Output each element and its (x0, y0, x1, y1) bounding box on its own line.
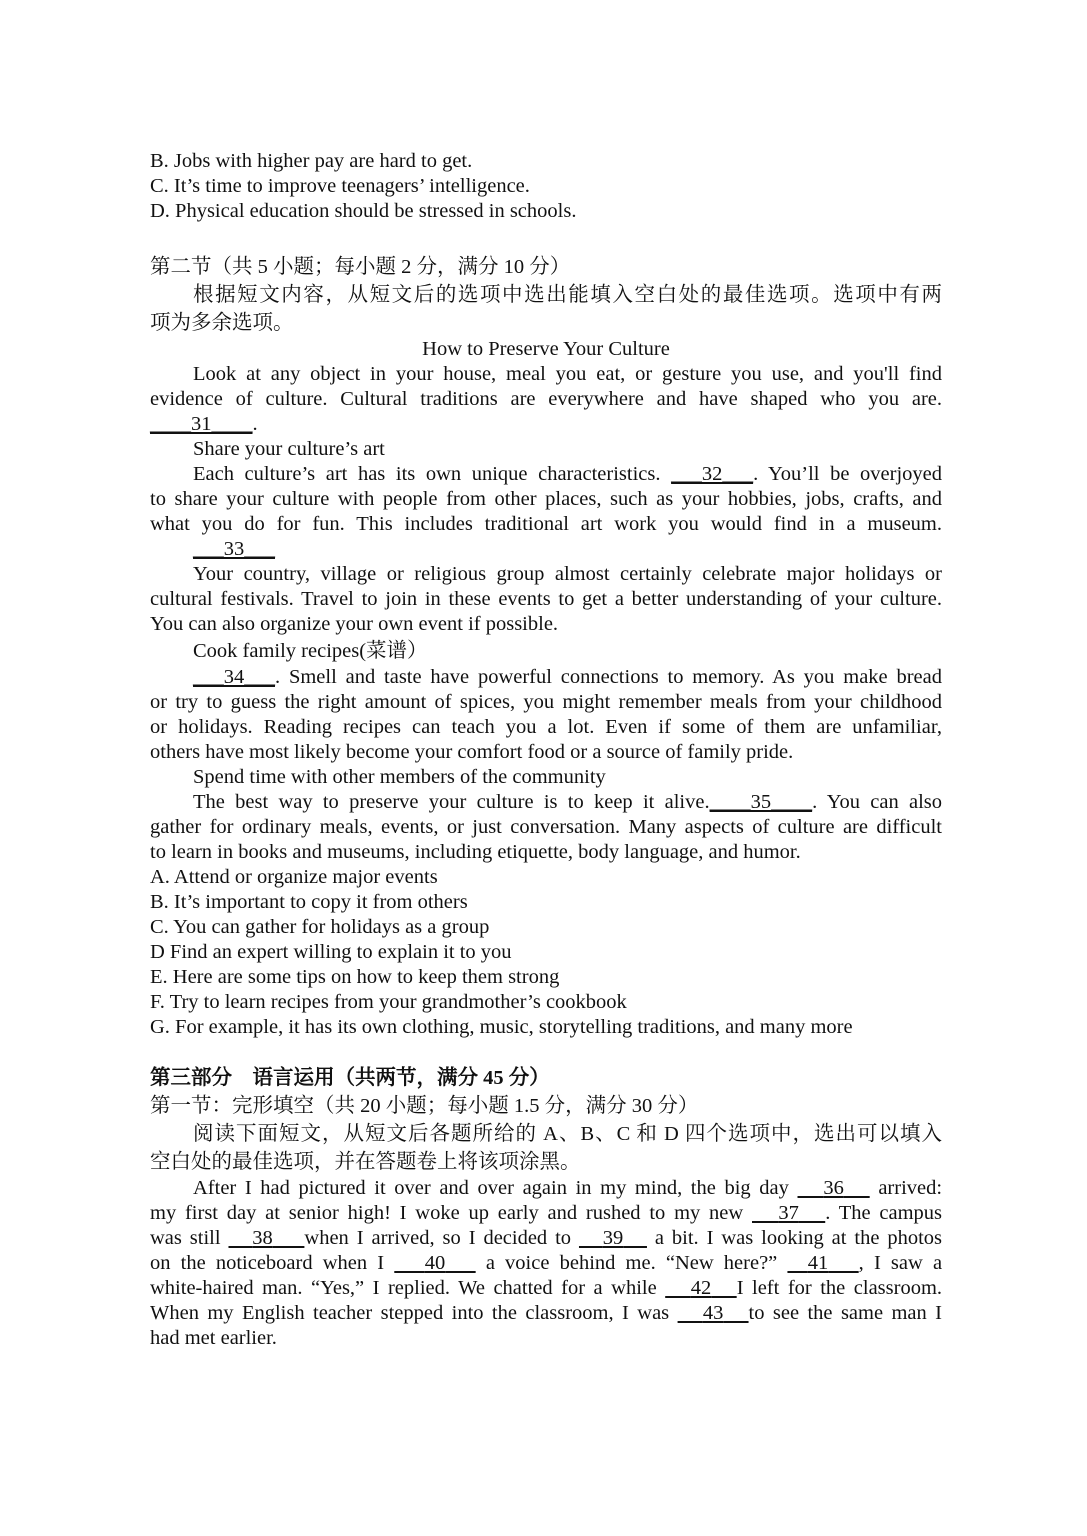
para1-line2: evidence of culture. Cultural traditions are everywhere and have shaped who you are. (150, 388, 942, 410)
subheading-share-art: Share your culture’s art (193, 438, 385, 460)
part3-instruction-line2: 空白处的最佳选项，并在答题卷上将该项涂黑。 (150, 1151, 581, 1173)
para5-line3: to learn in books and museums, including etiquette, body language, and humor. (150, 841, 801, 863)
blank-31-line: ____31____. (150, 413, 258, 435)
spacer (150, 1040, 942, 1064)
para2-line3: what you do for fun. This includes traditional art work you would find in a museum. (150, 513, 942, 535)
part3-heading: 第三部分 语言运用（共两节，满分 45 分） (150, 1067, 550, 1089)
option-d: D Find an expert willing to explain it to you (150, 941, 512, 963)
para1-line1: Look at any object in your house, meal you eat, or gesture you use, and you'll find (193, 363, 942, 385)
prev-option-b: B. Jobs with higher pay are hard to get. (150, 150, 473, 172)
option-f: F. Try to learn recipes from your grandmother’s cookbook (150, 991, 627, 1013)
passage-title: How to Preserve Your Culture (422, 338, 670, 360)
spacer (150, 224, 942, 253)
blank-38: 38 (252, 1227, 273, 1249)
prev-option-d: D. Physical education should be stressed in schools. (150, 200, 577, 222)
blank-35: ____35____ (709, 791, 813, 813)
option-b: B. It’s important to copy it from others (150, 891, 468, 913)
para2-line1: Each culture’s art has its own unique characteristics. ___32___. You’ll be overjoyed (193, 463, 943, 485)
section2-instruction-line1: 根据短文内容，从短文后的选项中选出能填入空白处的最佳选项。选项中有两 (193, 284, 942, 306)
para4-line3: or holidays. Reading recipes can teach you a lot. Even if some of them are unfamiliar, (150, 716, 942, 738)
blank-37: 37 (778, 1202, 799, 1224)
blank-36: 36 (823, 1177, 844, 1199)
blank-33-line (150, 537, 942, 562)
blank-39: 39 (602, 1227, 624, 1249)
cloze-line3: was still 38 when I arrived, so I decided to 39 a bit. I was looking at the photos (150, 1227, 943, 1249)
blank-31: ____31____ (150, 413, 253, 435)
para3-line3: You can also organize your own event if possible. (150, 613, 559, 635)
blank-43: 43 (702, 1302, 724, 1324)
part3-subheading: 第一节：完形填空（共 20 小题；每小题 1.5 分，满分 30 分） (150, 1095, 699, 1117)
option-e: E. Here are some tips on how to keep them strong (150, 966, 560, 988)
blank-41: 41 (807, 1252, 829, 1274)
cloze-line2: my first day at senior high! I woke up early and rushed to my new 37 . The campus (150, 1202, 943, 1224)
page-content (150, 149, 942, 1351)
subheading-cook-recipes: Cook family recipes(菜谱） (193, 640, 428, 662)
part3-instruction-line1: 阅读下面短文，从短文后各题所给的 A、B、C 和 D 四个选项中，选出可以填入 (193, 1123, 942, 1145)
para3-line1: Your country, village or religious group almost certainly celebrate major holidays or (193, 563, 942, 585)
cloze-line7: had met earlier. (150, 1327, 277, 1349)
blank-33: ___33___ (193, 538, 275, 560)
cloze-line6: When my English teacher stepped into the classroom, I was 43 to see the same man I (150, 1302, 943, 1324)
blank-42: 42 (690, 1277, 712, 1299)
cloze-line1: After I had pictured it over and over again in my mind, the big day 36 arrived: (193, 1177, 943, 1199)
para2-line2: to share your culture with people from other places, such as your hobbies, jobs, crafts, and (150, 488, 942, 510)
prev-option-c: C. It’s time to improve teenagers’ intelligence. (150, 175, 530, 197)
para4-line4: others have most likely become your comfort food or a source of family pride. (150, 741, 794, 763)
blank-32: ___32___ (671, 463, 754, 485)
section2-heading: 第二节（共 5 小题；每小题 2 分，满分 10 分） (150, 256, 571, 278)
para4-line1: ___34___. Smell and taste have powerful connections to memory. As you make bread (193, 666, 942, 688)
para5-line2: gather for ordinary meals, events, or just conversation. Many aspects of culture are difficult (150, 816, 942, 838)
cloze-line5: white-haired man. “Yes,” I replied. We chatted for a while 42 I left for the classroom. (150, 1277, 943, 1299)
para4-line2: or try to guess the right amount of spices, you might remember meals from your childhood (150, 691, 942, 713)
para5-line1: The best way to preserve your culture is to keep it alive.____35____. You can also (193, 791, 942, 813)
cloze-line4: on the noticeboard when I 40 a voice behind me. “New here?” 41 , I saw a (150, 1252, 943, 1274)
blank-40: 40 (424, 1252, 446, 1274)
option-g: G. For example, it has its own clothing, music, storytelling traditions, and many more (150, 1016, 853, 1038)
para3-line2: cultural festivals. Travel to join in these events to get a better understanding of your culture. (150, 588, 942, 610)
option-a: A. Attend or organize major events (150, 866, 438, 888)
option-c: C. You can gather for holidays as a group (150, 916, 490, 938)
blank-34: ___34___ (193, 666, 275, 688)
subheading-community: Spend time with other members of the community (193, 766, 606, 788)
section2-instruction-line2: 项为多余选项。 (150, 312, 294, 334)
